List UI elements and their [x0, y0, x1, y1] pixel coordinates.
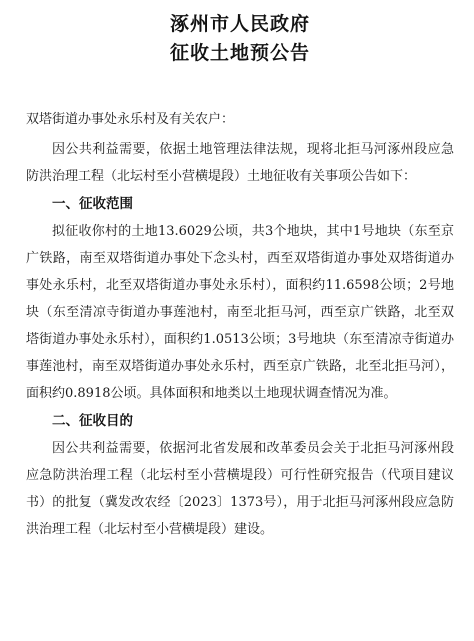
document-title-issuer: 涿州市人民政府	[169, 13, 310, 35]
addressee: 双塔街道办事处永乐村及有关农户：	[26, 112, 235, 127]
intro-paragraph: 因公共利益需要，依据土地管理法律法规，现将北拒马河涿州段应急防洪治理工程（北坛村至小营横堤段）土地征收有关事项公告如下：	[26, 142, 454, 184]
section-body-scope: 拟征收你村的土地13.6029公顷，共3个地块，其中1号地块（东至京广铁路，南至双塔街道办事处下念头村，西至双塔街道办事处双塔街道办事处永乐村，北至双塔街道办事处永乐村），面积约11.6598公顷；2号地块（东至清凉寺街道办事莲池村，南至北拒马河，西至京广铁路，北至双塔街道办事处永乐村），面积约1.0513公顷；3号地块（东至清凉寺街道办事莲池村，南至双塔街道办事处永乐村，西至京广铁路，北至北拒马河），面积约0.8918公顷。具体面积和地类以土地现状调查情况为准。	[26, 224, 454, 401]
section-heading-scope: 一、征收范围	[52, 196, 133, 212]
section-heading-purpose: 二、征收目的	[52, 413, 133, 429]
section-body-purpose: 因公共利益需要，依据河北省发展和改革委员会关于北拒马河涿州段应急防洪治理工程（北坛村至小营横堤段）可行性研究报告（代项目建议书）的批复（冀发改农经〔2023〕1373号），用于北拒马河涿州段应急防洪治理工程（北坛村至小营横堤段）建设。	[26, 441, 454, 537]
document-title-subject: 征收土地预公告	[169, 42, 310, 64]
